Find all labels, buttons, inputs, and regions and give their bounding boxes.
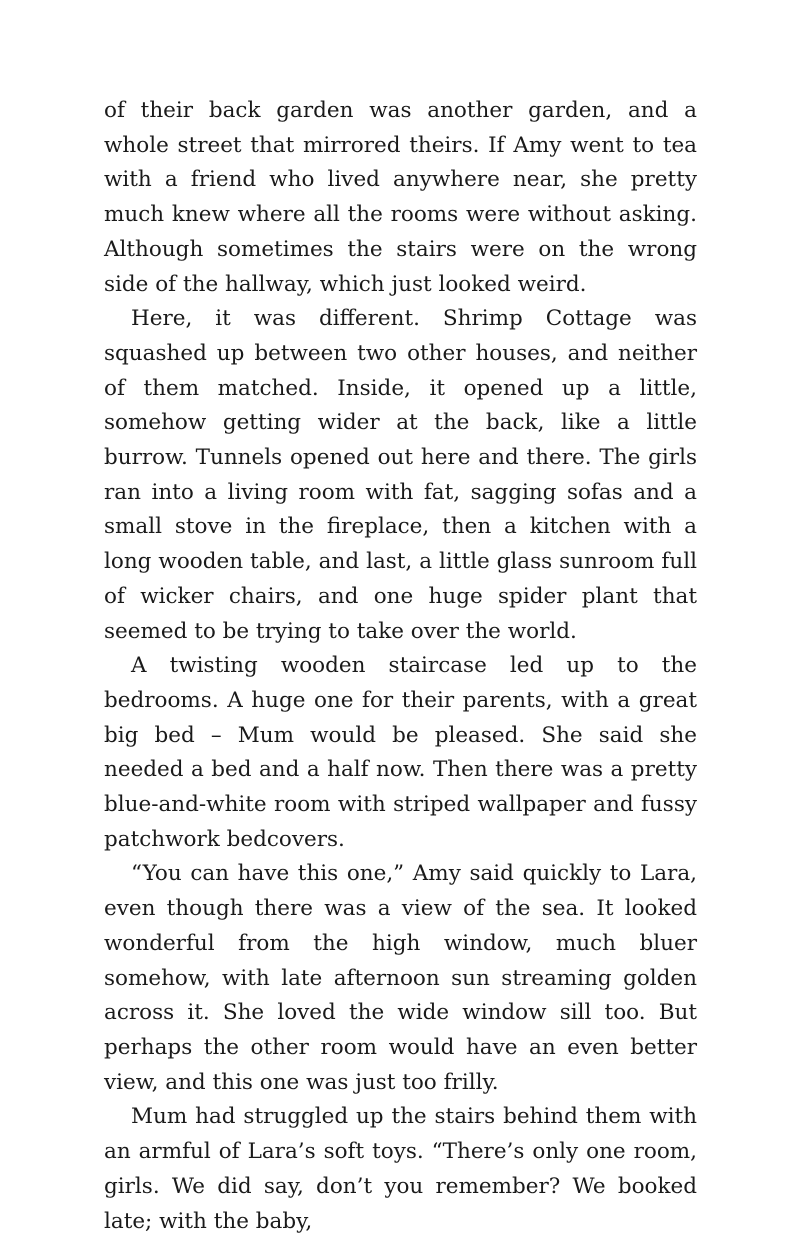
paragraph-1: of their back garden was another garden, and a whole street that mirrored theirs. If Amy went to tea with a friend who lived anywhere near, she pretty much knew where all the rooms were without asking. Although sometimes the stairs were on the wrong side of the hallway, which just looked weird. [104, 98, 697, 297]
paragraph-2: Here, it was different. Shrimp Cottage was squashed up between two other houses, and neither of them matched. Inside, it opened up a little, somehow getting wider at the back, like a little burrow. Tunnels opened out here and there. The girls ran into a living room with fat, sagging sofas and a small stove in the fireplace, then a kitchen with a long wooden table, and last, a little glass sunroom full of wicker chairs, and one huge spider plant that seemed to be trying to take over the world. [104, 306, 697, 644]
paragraph-3: A twisting wooden staircase led up to the bedrooms. A huge one for their parents, with a great big bed – Mum would be pleased. She said she needed a bed and a half now. Then there was a pretty blue-and-white room with striped wallpaper and fussy patchwork bedcovers. [104, 653, 697, 852]
book-page [104, 94, 697, 1239]
paragraph-5: Mum had struggled up the stairs behind them with an armful of Lara’s soft toys. “There’s only one room, girls. We did say, don’t you remember? We booked late; with the baby, [104, 1104, 697, 1234]
paragraph-4: “You can have this one,” Amy said quickly to Lara, even though there was a view of the sea. It looked wonderful from the high window, much bluer somehow, with late afternoon sun streaming golden across it. She loved the wide window sill too. But perhaps the other room would have an even better view, and this one was just too frilly. [104, 861, 697, 1095]
